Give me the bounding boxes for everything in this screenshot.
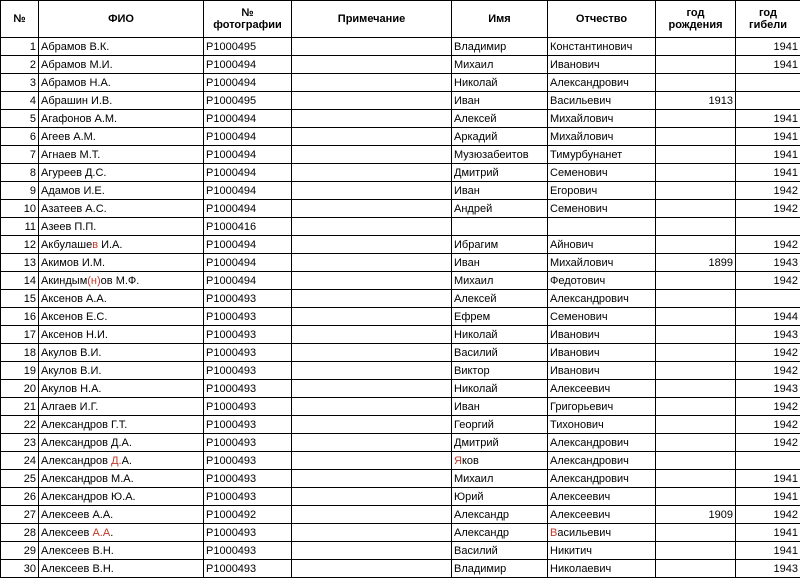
cell-birth-year	[656, 236, 736, 254]
cell-note	[292, 74, 452, 92]
cell-patronymic: Иванович	[548, 56, 656, 74]
cell-note	[292, 362, 452, 380]
cell-death-year: 1943	[736, 326, 800, 344]
cell-number: 27	[1, 506, 39, 524]
cell-photo-id: P1000494	[204, 182, 292, 200]
cell-note	[292, 146, 452, 164]
cell-number: 8	[1, 164, 39, 182]
cell-patronymic: Семенович	[548, 164, 656, 182]
cell-birth-year	[656, 416, 736, 434]
table-row	[1, 434, 800, 452]
cell-birth-year	[656, 128, 736, 146]
table-row	[1, 236, 800, 254]
cell-note	[292, 200, 452, 218]
highlighted-letters: В	[550, 527, 557, 539]
table-row	[1, 128, 800, 146]
cell-birth-year	[656, 164, 736, 182]
cell-patronymic: Иванович	[548, 362, 656, 380]
header-note-label: Примечание	[338, 13, 405, 25]
header-birth-line2: рождения	[668, 19, 722, 31]
cell-patronymic: Алексеевич	[548, 506, 656, 524]
cell-fio: Алексеев В.Н.	[39, 560, 204, 578]
cell-birth-year	[656, 290, 736, 308]
cell-fio: Агафонов А.М.	[39, 110, 204, 128]
table-row	[1, 470, 800, 488]
header-fio-label: ФИО	[108, 13, 134, 25]
cell-note	[292, 344, 452, 362]
cell-patronymic: Александрович	[548, 434, 656, 452]
cell-number: 5	[1, 110, 39, 128]
cell-number: 9	[1, 182, 39, 200]
cell-note	[292, 326, 452, 344]
cell-first-name: Владимир	[452, 38, 548, 56]
cell-birth-year	[656, 110, 736, 128]
cell-note	[292, 488, 452, 506]
cell-note	[292, 542, 452, 560]
cell-death-year	[736, 452, 800, 470]
cell-first-name: Василий	[452, 344, 548, 362]
cell-patronymic: Егорович	[548, 182, 656, 200]
cell-birth-year	[656, 200, 736, 218]
cell-number: 3	[1, 74, 39, 92]
cell-number: 16	[1, 308, 39, 326]
cell-first-name: Николай	[452, 380, 548, 398]
header-name-label: Имя	[488, 13, 510, 25]
cell-fio: Александров Д.А.	[39, 434, 204, 452]
cell-first-name: Дмитрий	[452, 164, 548, 182]
cell-birth-year	[656, 470, 736, 488]
table-row	[1, 182, 800, 200]
table-row	[1, 416, 800, 434]
header-number-label: №	[13, 13, 25, 25]
cell-fio: Абрамов Н.А.	[39, 74, 204, 92]
cell-patronymic: Тихонович	[548, 416, 656, 434]
table-row	[1, 452, 800, 470]
cell-patronymic: Никитич	[548, 542, 656, 560]
cell-photo-id: P1000493	[204, 326, 292, 344]
cell-patronymic: Айнович	[548, 236, 656, 254]
cell-first-name: Георгий	[452, 416, 548, 434]
cell-birth-year	[656, 146, 736, 164]
cell-birth-year	[656, 362, 736, 380]
cell-number: 4	[1, 92, 39, 110]
table-row	[1, 74, 800, 92]
cell-death-year	[736, 74, 800, 92]
cell-photo-id: P1000494	[204, 56, 292, 74]
cell-first-name: Михаил	[452, 272, 548, 290]
cell-death-year: 1941	[736, 164, 800, 182]
table-row	[1, 362, 800, 380]
cell-fio: Азеев П.П.	[39, 218, 204, 236]
cell-patronymic: Васильевич	[548, 524, 656, 542]
cell-first-name: Иван	[452, 254, 548, 272]
cell-death-year: 1941	[736, 146, 800, 164]
cell-death-year: 1943	[736, 560, 800, 578]
cell-first-name: Дмитрий	[452, 434, 548, 452]
cell-patronymic: Николаевич	[548, 560, 656, 578]
cell-fio: Азатеев А.С.	[39, 200, 204, 218]
cell-note	[292, 506, 452, 524]
cell-number: 23	[1, 434, 39, 452]
cell-photo-id: P1000494	[204, 254, 292, 272]
cell-photo-id: P1000494	[204, 236, 292, 254]
cell-patronymic: Михайлович	[548, 128, 656, 146]
cell-photo-id: P1000495	[204, 92, 292, 110]
cell-first-name: Василий	[452, 542, 548, 560]
cell-fio: Адамов И.Е.	[39, 182, 204, 200]
table-row	[1, 56, 800, 74]
cell-first-name: Иван	[452, 398, 548, 416]
cell-photo-id: P1000493	[204, 290, 292, 308]
table-row	[1, 164, 800, 182]
cell-number: 6	[1, 128, 39, 146]
table-row	[1, 146, 800, 164]
highlighted-letters: А.А	[92, 527, 110, 539]
cell-death-year	[736, 92, 800, 110]
cell-death-year: 1942	[736, 416, 800, 434]
cell-birth-year	[656, 344, 736, 362]
cell-patronymic: Александрович	[548, 74, 656, 92]
cell-death-year: 1941	[736, 128, 800, 146]
cell-death-year: 1944	[736, 308, 800, 326]
cell-fio: Алексеев А.А.	[39, 506, 204, 524]
cell-patronymic	[548, 218, 656, 236]
cell-note	[292, 416, 452, 434]
col-header-number	[1, 1, 39, 38]
cell-patronymic: Федотович	[548, 272, 656, 290]
cell-birth-year	[656, 56, 736, 74]
records-body	[1, 38, 800, 578]
cell-photo-id: P1000493	[204, 380, 292, 398]
cell-number: 28	[1, 524, 39, 542]
cell-number: 11	[1, 218, 39, 236]
cell-note	[292, 182, 452, 200]
col-header-patronymic	[548, 1, 656, 38]
col-header-fio	[39, 1, 204, 38]
cell-fio: Александров Ю.А.	[39, 488, 204, 506]
cell-patronymic: Иванович	[548, 344, 656, 362]
cell-birth-year	[656, 38, 736, 56]
cell-patronymic: Александрович	[548, 290, 656, 308]
cell-photo-id: P1000493	[204, 344, 292, 362]
cell-patronymic: Александрович	[548, 470, 656, 488]
cell-first-name: Николай	[452, 74, 548, 92]
col-header-note	[292, 1, 452, 38]
cell-photo-id: P1000493	[204, 560, 292, 578]
header-patronymic-label: Отчество	[576, 13, 627, 25]
cell-note	[292, 470, 452, 488]
cell-patronymic: Михайлович	[548, 110, 656, 128]
highlighted-letters: (н)	[87, 275, 100, 287]
table-row	[1, 38, 800, 56]
table-row	[1, 290, 800, 308]
cell-note	[292, 56, 452, 74]
cell-fio: Акулов Н.А.	[39, 380, 204, 398]
cell-fio: Алгаев И.Г.	[39, 398, 204, 416]
cell-death-year: 1941	[736, 110, 800, 128]
cell-first-name: Ибрагим	[452, 236, 548, 254]
cell-number: 1	[1, 38, 39, 56]
header-photo-line1: №	[241, 7, 253, 19]
cell-photo-id: P1000494	[204, 146, 292, 164]
cell-death-year: 1941	[736, 488, 800, 506]
cell-birth-year	[656, 380, 736, 398]
cell-note	[292, 92, 452, 110]
cell-number: 26	[1, 488, 39, 506]
cell-death-year	[736, 290, 800, 308]
cell-fio: Агеев А.М.	[39, 128, 204, 146]
col-header-birth-year	[656, 1, 736, 38]
cell-death-year: 1942	[736, 182, 800, 200]
table-row	[1, 218, 800, 236]
cell-patronymic: Александрович	[548, 452, 656, 470]
cell-note	[292, 110, 452, 128]
header-photo-line2: фотографии	[213, 19, 281, 31]
cell-first-name: Михаил	[452, 56, 548, 74]
cell-photo-id: P1000494	[204, 74, 292, 92]
cell-patronymic: Васильевич	[548, 92, 656, 110]
cell-fio: Акулов В.И.	[39, 362, 204, 380]
header-birth-line1: год	[687, 7, 705, 19]
table-row	[1, 110, 800, 128]
cell-photo-id: P1000494	[204, 272, 292, 290]
cell-number: 14	[1, 272, 39, 290]
cell-birth-year	[656, 182, 736, 200]
cell-photo-id: P1000493	[204, 416, 292, 434]
cell-first-name: Михаил	[452, 470, 548, 488]
cell-birth-year	[656, 398, 736, 416]
cell-note	[292, 236, 452, 254]
cell-fio: Акбулашев И.А.	[39, 236, 204, 254]
cell-number: 2	[1, 56, 39, 74]
cell-birth-year	[656, 488, 736, 506]
cell-note	[292, 38, 452, 56]
cell-fio: Абрамов М.И.	[39, 56, 204, 74]
cell-note	[292, 434, 452, 452]
cell-photo-id: P1000493	[204, 524, 292, 542]
cell-number: 12	[1, 236, 39, 254]
cell-number: 15	[1, 290, 39, 308]
cell-first-name: Музюзабеитов	[452, 146, 548, 164]
cell-note	[292, 254, 452, 272]
cell-photo-id: P1000416	[204, 218, 292, 236]
cell-first-name: Иван	[452, 182, 548, 200]
cell-photo-id: P1000494	[204, 164, 292, 182]
cell-death-year: 1942	[736, 344, 800, 362]
cell-fio: Александров Д.А.	[39, 452, 204, 470]
table-row	[1, 488, 800, 506]
table-row	[1, 380, 800, 398]
table-row	[1, 524, 800, 542]
table-row	[1, 542, 800, 560]
cell-first-name: Владимир	[452, 560, 548, 578]
highlighted-letters: Я	[454, 455, 462, 467]
table-row	[1, 200, 800, 218]
cell-death-year: 1942	[736, 506, 800, 524]
cell-birth-year	[656, 74, 736, 92]
cell-photo-id: P1000493	[204, 452, 292, 470]
cell-death-year: 1941	[736, 524, 800, 542]
cell-first-name: Юрий	[452, 488, 548, 506]
cell-birth-year	[656, 542, 736, 560]
cell-photo-id: P1000493	[204, 542, 292, 560]
cell-first-name: Иван	[452, 92, 548, 110]
cell-number: 7	[1, 146, 39, 164]
table-row	[1, 560, 800, 578]
cell-note	[292, 128, 452, 146]
cell-number: 22	[1, 416, 39, 434]
cell-death-year: 1943	[736, 254, 800, 272]
cell-birth-year	[656, 326, 736, 344]
cell-death-year: 1941	[736, 38, 800, 56]
cell-number: 17	[1, 326, 39, 344]
cell-first-name: Александр	[452, 524, 548, 542]
cell-photo-id: P1000493	[204, 362, 292, 380]
cell-note	[292, 452, 452, 470]
highlighted-letters: в	[92, 239, 101, 251]
cell-first-name: Андрей	[452, 200, 548, 218]
header-death-line2: гибели	[749, 19, 787, 31]
cell-photo-id: P1000493	[204, 434, 292, 452]
cell-first-name: Алексей	[452, 110, 548, 128]
cell-photo-id: P1000493	[204, 470, 292, 488]
col-header-name	[452, 1, 548, 38]
table-row	[1, 398, 800, 416]
cell-birth-year: 1913	[656, 92, 736, 110]
cell-death-year	[736, 218, 800, 236]
cell-fio: Акимов И.М.	[39, 254, 204, 272]
cell-fio: Александров Г.Т.	[39, 416, 204, 434]
cell-death-year: 1942	[736, 434, 800, 452]
cell-death-year: 1943	[736, 380, 800, 398]
cell-fio: Абрашин И.В.	[39, 92, 204, 110]
cell-number: 30	[1, 560, 39, 578]
cell-number: 19	[1, 362, 39, 380]
cell-birth-year	[656, 272, 736, 290]
cell-fio: Агуреев Д.С.	[39, 164, 204, 182]
cell-birth-year	[656, 218, 736, 236]
cell-note	[292, 308, 452, 326]
cell-death-year: 1942	[736, 272, 800, 290]
cell-first-name	[452, 218, 548, 236]
cell-note	[292, 164, 452, 182]
cell-photo-id: P1000495	[204, 38, 292, 56]
cell-photo-id: P1000493	[204, 398, 292, 416]
cell-patronymic: Семенович	[548, 200, 656, 218]
cell-death-year: 1941	[736, 470, 800, 488]
cell-patronymic: Константинович	[548, 38, 656, 56]
cell-death-year: 1941	[736, 56, 800, 74]
highlighted-letters: Д.	[111, 455, 122, 467]
cell-note	[292, 524, 452, 542]
cell-fio: Александров М.А.	[39, 470, 204, 488]
cell-photo-id: P1000493	[204, 308, 292, 326]
cell-first-name: Николай	[452, 326, 548, 344]
cell-fio: Агнаев М.Т.	[39, 146, 204, 164]
cell-note	[292, 290, 452, 308]
cell-first-name: Ефрем	[452, 308, 548, 326]
cell-patronymic: Григорьевич	[548, 398, 656, 416]
cell-note	[292, 380, 452, 398]
cell-death-year: 1942	[736, 200, 800, 218]
cell-death-year: 1942	[736, 236, 800, 254]
cell-birth-year	[656, 452, 736, 470]
cell-patronymic: Тимурбунанет	[548, 146, 656, 164]
cell-photo-id: P1000492	[204, 506, 292, 524]
cell-first-name: Алексей	[452, 290, 548, 308]
cell-patronymic: Алексеевич	[548, 380, 656, 398]
cell-number: 18	[1, 344, 39, 362]
cell-photo-id: P1000494	[204, 110, 292, 128]
cell-patronymic: Михайлович	[548, 254, 656, 272]
cell-death-year: 1942	[736, 398, 800, 416]
cell-number: 21	[1, 398, 39, 416]
col-header-photo	[204, 1, 292, 38]
cell-birth-year	[656, 560, 736, 578]
cell-number: 20	[1, 380, 39, 398]
cell-number: 10	[1, 200, 39, 218]
cell-birth-year: 1899	[656, 254, 736, 272]
cell-patronymic: Иванович	[548, 326, 656, 344]
header-death-line1: год	[759, 7, 777, 19]
cell-note	[292, 398, 452, 416]
table-row	[1, 254, 800, 272]
cell-fio: Аксенов Е.С.	[39, 308, 204, 326]
cell-fio: Алексеев В.Н.	[39, 542, 204, 560]
cell-first-name: Яков	[452, 452, 548, 470]
cell-photo-id: P1000494	[204, 200, 292, 218]
table-row	[1, 272, 800, 290]
cell-fio: Абрамов В.К.	[39, 38, 204, 56]
cell-note	[292, 272, 452, 290]
cell-fio: Алексеев А.А.	[39, 524, 204, 542]
cell-number: 24	[1, 452, 39, 470]
cell-fio: Акиндым(н)ов М.Ф.	[39, 272, 204, 290]
cell-birth-year	[656, 434, 736, 452]
cell-note	[292, 218, 452, 236]
cell-number: 29	[1, 542, 39, 560]
table-row	[1, 344, 800, 362]
table-row	[1, 308, 800, 326]
cell-birth-year	[656, 308, 736, 326]
cell-birth-year	[656, 524, 736, 542]
cell-first-name: Аркадий	[452, 128, 548, 146]
cell-death-year: 1942	[736, 362, 800, 380]
cell-first-name: Виктор	[452, 362, 548, 380]
table-row	[1, 326, 800, 344]
cell-patronymic: Семенович	[548, 308, 656, 326]
cell-number: 13	[1, 254, 39, 272]
cell-note	[292, 560, 452, 578]
cell-number: 25	[1, 470, 39, 488]
table-row	[1, 506, 800, 524]
cell-birth-year: 1909	[656, 506, 736, 524]
cell-photo-id: P1000494	[204, 128, 292, 146]
cell-first-name: Александр	[452, 506, 548, 524]
cell-patronymic: Алексеевич	[548, 488, 656, 506]
table-row	[1, 92, 800, 110]
cell-death-year: 1941	[736, 542, 800, 560]
cell-photo-id: P1000493	[204, 488, 292, 506]
cell-fio: Аксенов Н.И.	[39, 326, 204, 344]
header-row	[1, 1, 800, 38]
cell-fio: Аксенов А.А.	[39, 290, 204, 308]
col-header-death-year	[736, 1, 800, 38]
cell-fio: Акулов В.И.	[39, 344, 204, 362]
